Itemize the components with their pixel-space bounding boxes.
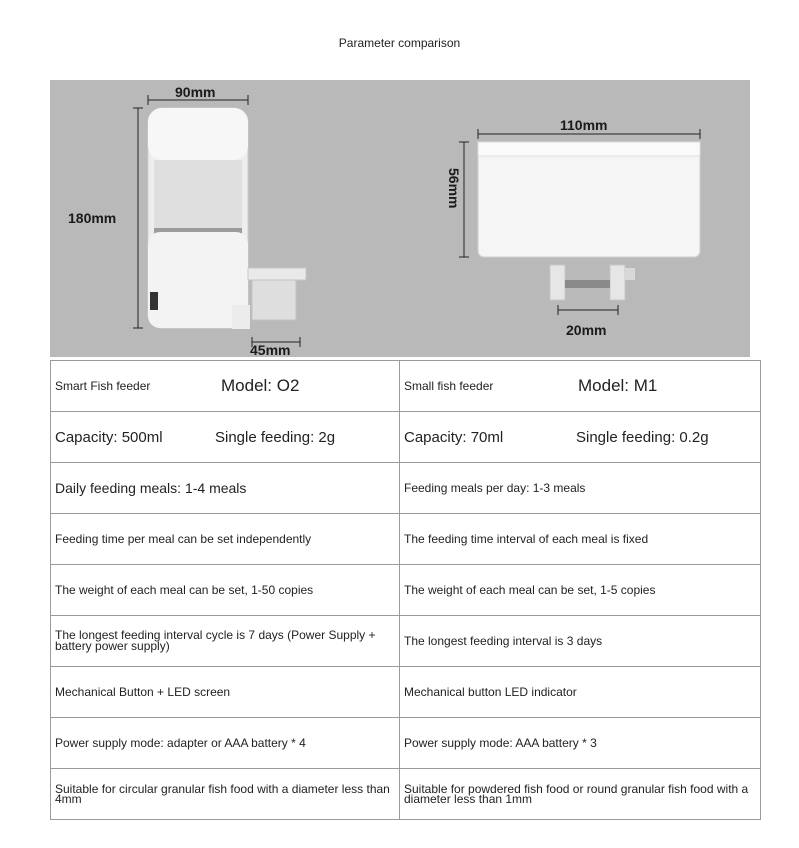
table-row bbox=[51, 769, 761, 820]
table-row bbox=[51, 412, 761, 463]
table-cell: Mechanical Button + LED screen bbox=[51, 667, 400, 718]
product-photo bbox=[50, 80, 750, 357]
table-cell: Power supply mode: AAA battery * 3 bbox=[400, 718, 761, 769]
comparison-table bbox=[50, 360, 761, 820]
table-row bbox=[51, 616, 761, 667]
m1-height-label: 56mm bbox=[446, 168, 462, 209]
table-cell: Feeding meals per day: 1-3 meals bbox=[400, 463, 761, 514]
table-row bbox=[51, 463, 761, 514]
left-model: Model: O2 bbox=[221, 376, 300, 395]
page-title: Parameter comparison bbox=[338, 36, 461, 50]
o2-height-label: 180mm bbox=[68, 210, 117, 226]
product-illustration bbox=[50, 80, 750, 357]
right-single-feeding: Single feeding: 0.2g bbox=[576, 428, 709, 446]
table-cell bbox=[400, 412, 761, 463]
table-cell: The longest feeding interval is 3 days bbox=[400, 616, 761, 667]
table-cell: The longest feeding interval cycle is 7 days (Power Supply + battery power supply) bbox=[51, 616, 400, 667]
table-cell: The feeding time interval of each meal is fixed bbox=[400, 514, 761, 565]
table-row bbox=[51, 514, 761, 565]
table-cell: Power supply mode: adapter or AAA battery * 4 bbox=[51, 718, 400, 769]
table-cell: Suitable for circular granular fish food with a diameter less than 4mm bbox=[51, 769, 400, 820]
right-capacity: Capacity: 70ml bbox=[404, 428, 504, 446]
left-product-name: Smart Fish feeder bbox=[55, 379, 151, 393]
table-cell bbox=[51, 361, 400, 412]
table-row bbox=[51, 667, 761, 718]
table-cell bbox=[51, 412, 400, 463]
table-row bbox=[51, 565, 761, 616]
table-cell: Feeding time per meal can be set independently bbox=[51, 514, 400, 565]
m1-bracket-label: 20mm bbox=[566, 322, 607, 338]
table-cell: Suitable for powdered fish food or round granular fish food with a diameter less than 1mm bbox=[400, 769, 761, 820]
table-row bbox=[51, 718, 761, 769]
table-cell bbox=[400, 361, 761, 412]
left-single-feeding: Single feeding: 2g bbox=[215, 428, 336, 446]
m1-width-label: 110mm bbox=[560, 117, 608, 133]
o2-bracket-label: 45mm bbox=[250, 342, 291, 358]
table-cell: Daily feeding meals: 1-4 meals bbox=[51, 463, 400, 514]
left-capacity: Capacity: 500ml bbox=[55, 428, 163, 446]
table-cell: Mechanical button LED indicator bbox=[400, 667, 761, 718]
right-product-name: Small fish feeder bbox=[404, 379, 494, 393]
table-row bbox=[51, 361, 761, 412]
right-model: Model: M1 bbox=[578, 376, 658, 395]
o2-width-label: 90mm bbox=[175, 84, 216, 100]
table-cell: The weight of each meal can be set, 1-5 copies bbox=[400, 565, 761, 616]
m1-feeder-illustration bbox=[459, 129, 700, 315]
table-cell: The weight of each meal can be set, 1-50 copies bbox=[51, 565, 400, 616]
o2-feeder-illustration bbox=[133, 95, 306, 347]
